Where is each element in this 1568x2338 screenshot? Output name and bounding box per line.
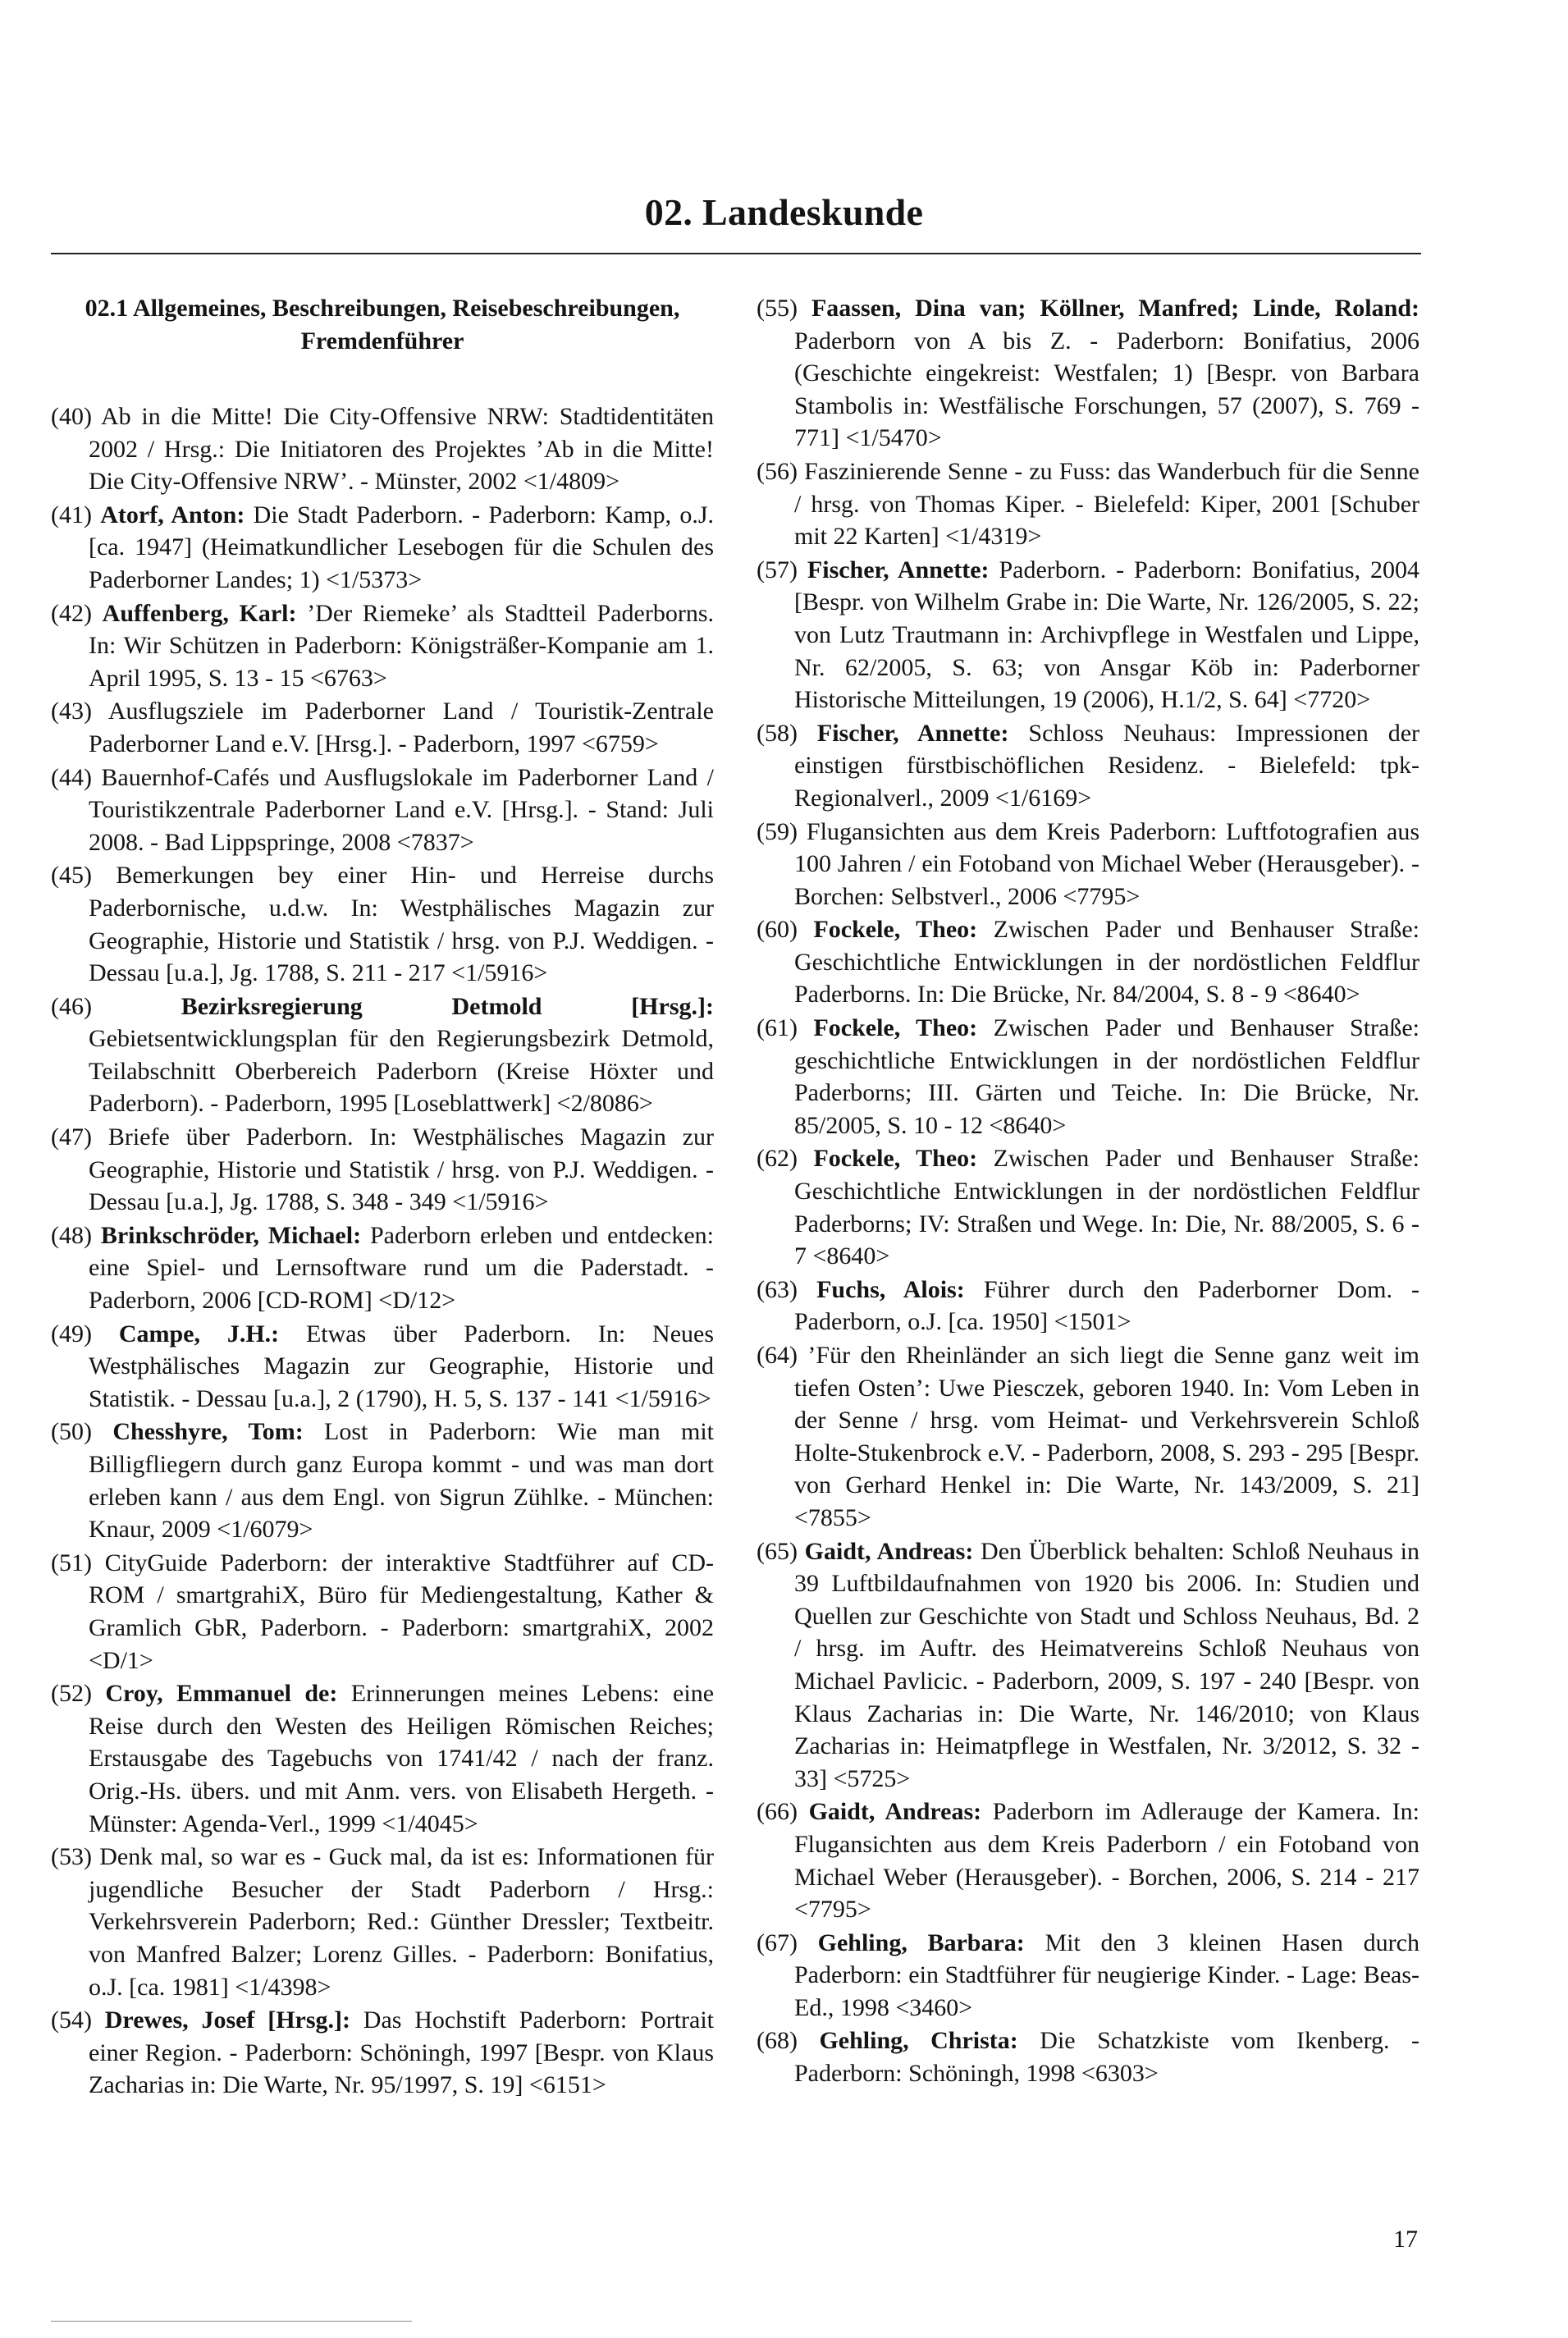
bibliography-entry [51, 1677, 714, 1840]
entry-text: Faszinierende Senne - zu Fuss: das Wanderbuch für die Senne / hrsg. von Thomas Kiper. - Bielefeld: Kiper, 2001 [Schuber mit 22 Karten] <1/4319> [794, 457, 1419, 551]
entry-text: Flugansichten aus dem Kreis Paderborn: Luftfotografien aus 100 Jahren / ein Fotoband von Michael Weber (Herausgeber). - Borchen: Selbstverl., 2006 <7795> [794, 817, 1419, 910]
title-rule [51, 253, 1421, 254]
bibliography-entry [51, 1547, 714, 1677]
entry-text: CityGuide Paderborn: der interaktive Stadtführer auf CD-ROM / smartgrahiX, Büro für Mediengestaltung, Kather & Gramlich GbR, Paderborn. - Paderborn: smartgrahiX, 2002 <D/1> [89, 1549, 715, 1674]
bibliography-entry [51, 1121, 714, 1219]
entry-author: Fischer, Annette: [816, 719, 1009, 747]
entry-text: Die Stadt Paderborn. - Paderborn: Kamp, o.J. [ca. 1947] (Heimatkundlicher Lesebogen für die Schulen des Paderborner Landes; 1) <1/5373> [89, 501, 715, 593]
entry-author: Croy, Emmanuel de: [105, 1680, 338, 1708]
entry-author: Campe, J.H.: [118, 1320, 280, 1347]
bibliography-entry [757, 816, 1419, 913]
entry-number: (51) [51, 1549, 92, 1576]
entry-text: Denk mal, so war es - Guck mal, da ist es: Informationen für jugendliche Besucher der Stadt Paderborn / Hrsg.: Verkehrsverein Paderborn; Red.: Günther Dressler; Textbeitr. von Manfred Balzer; Lorenz Gilles. - Paderborn: Bonifatius, o.J. [ca. 1981] <1/4398> [89, 1843, 715, 2001]
entry-text: Paderborn von A bis Z. - Paderborn: Bonifatius, 2006 (Geschichte eingekreist: Westfalen; 1) [Bespr. von Barbara Stambolis in: Westfälische Forschungen, 57 (2007), S. 769 - 771] <1/5470> [794, 327, 1419, 452]
bibliography-entry [757, 1274, 1419, 1338]
bibliography-entry [757, 455, 1419, 553]
section-heading [51, 292, 714, 358]
entry-author: Chesshyre, Tom: [112, 1418, 304, 1446]
entry-text: Lost in Paderborn: Wie man mit Billigfliegern durch ganz Europa kommt - und was man dort erleben kann / aus dem Engl. von Sigrun Zühlke. - München: Knaur, 2009 <1/6079> [89, 1418, 715, 1544]
entry-text: Zwischen Pader und Benhauser Straße: Geschichtliche Entwicklungen in der nordöstlichen Feldflur Paderborns; IV: Straßen und Wege. In: Die, Nr. 88/2005, S. 6 - 7 <8640> [794, 1145, 1420, 1270]
page-number: 17 [1393, 2226, 1418, 2253]
entry-number: (46) [51, 992, 92, 1020]
entry-number: (53) [51, 1843, 92, 1871]
entry-number: (49) [51, 1320, 92, 1347]
entry-number: (66) [757, 1798, 798, 1826]
entry-author: Drewes, Josef [Hrsg.]: [104, 2006, 350, 2034]
entry-number: (50) [51, 1418, 92, 1446]
entry-number: (55) [757, 295, 798, 322]
entry-author: Gehling, Christa: [819, 2027, 1018, 2055]
entry-text: Zwischen Pader und Benhauser Straße: Geschichtliche Entwicklungen in der nordöstlichen Feldflur Paderborns. In: Die Brücke, Nr. 84/2004, S. 8 - 9 <8640> [794, 916, 1420, 1009]
entry-text: Bemerkungen bey einer Hin- und Herreise durchs Paderbornische, u.d.w. In: Westphälisches Magazin zur Geographie, Historie und Statistik / hrsg. von P.J. Weddigen. - Dessau [u.a.], Jg. 1788, S. 211 - 217 <1/5916> [89, 862, 715, 987]
entry-text: Paderborn erleben und entdecken: eine Spiel- und Lernsoftware rund um die Paderstadt. - Paderborn, 2006 [CD-ROM] <D/12> [89, 1221, 715, 1315]
entry-number: (40) [51, 403, 92, 430]
bibliography-entry [757, 1012, 1419, 1142]
entry-author: Fockele, Theo: [813, 916, 978, 944]
bibliography-entry [757, 554, 1419, 716]
bibliography-entry [757, 1339, 1419, 1535]
entry-text: Führer durch den Paderborner Dom. - Paderborn, o.J. [ca. 1950] <1501> [794, 1275, 1420, 1336]
entry-number: (58) [757, 719, 798, 747]
entry-number: (60) [757, 916, 798, 944]
bibliography-entry [51, 400, 714, 498]
entry-text: Ab in die Mitte! Die City-Offensive NRW: Stadtidentitäten 2002 / Hrsg.: Die Initiatoren des Projektes ’Ab in die Mitte! Die City-Offensive NRW’. - Münster, 2002 <1/4809> [89, 403, 714, 496]
entry-number: (56) [757, 457, 798, 485]
entry-author: Fockele, Theo: [813, 1145, 978, 1173]
entry-number: (61) [757, 1014, 798, 1042]
entry-number: (68) [757, 2027, 798, 2055]
bibliography-entry [757, 1535, 1419, 1796]
bibliography-entry [51, 859, 714, 989]
entry-number: (41) [51, 501, 92, 528]
entry-text: ’Für den Rheinländer an sich liegt die Senne ganz weit im tiefen Osten’: Uwe Piesczek, geboren 1940. In: Vom Leben in der Senne / hrsg. vom Heimat- und Verkehrsverein Schloß Holte-Stukenbrock e.V. - Paderborn, 2008, S. 293 - 295 [Bespr. von Gerhard Henkel in: Die Warte, Nr. 143/2009, S. 21] <7855> [794, 1342, 1420, 1531]
entry-text: Den Überblick behalten: Schloß Neuhaus in 39 Luftbildaufnahmen von 1920 bis 2006. In: Studien und Quellen zur Geschichte von Stadt und Schloss Neuhaus, Bd. 2 / hrsg. im Auftr. des Heimatvereins Schloß Neuhaus von Michael Pavlicic. - Paderborn, 2009, S. 197 - 240 [Bespr. von Klaus Zacharias in: Die Warte, Nr. 146/2010; von Klaus Zacharias in: Heimatpflege in Westfalen, Nr. 3/2012, S. 32 - 33] <5725> [794, 1537, 1419, 1792]
entry-number: (63) [757, 1275, 798, 1303]
bibliography-entry [51, 2004, 714, 2102]
entry-author: Fischer, Annette: [807, 556, 990, 583]
entry-text: Gebietsentwicklungsplan für den Regierungsbezirk Detmold, Teilabschnitt Oberbereich Paderborn (Kreise Höxter und Paderborn). - Paderborn, 1995 [Loseblattwerk] <2/8086> [89, 1025, 714, 1118]
bibliography-entry [51, 1416, 714, 1545]
left-column [51, 292, 714, 2102]
entry-number: (62) [757, 1145, 798, 1173]
entry-number: (67) [757, 1929, 798, 1956]
entry-text: Ausflugsziele im Paderborner Land / Touristik-Zentrale Paderborner Land e.V. [Hrsg.]. - Paderborn, 1997 <6759> [89, 698, 714, 757]
bibliography-entry [757, 1142, 1419, 1272]
entry-number: (64) [757, 1342, 798, 1369]
entry-text: Mit den 3 kleinen Hasen durch Paderborn: ein Stadtführer für neugierige Kinder. - Lage: Beas-Ed., 1998 <3460> [794, 1929, 1419, 2021]
entry-number: (42) [51, 599, 92, 627]
bibliography-entry [51, 499, 714, 597]
bibliography-entry [757, 717, 1419, 815]
footer-rule [51, 2321, 412, 2322]
entry-text: Briefe über Paderborn. In: Westphälisches Magazin zur Geographie, Historie und Statistik / hrsg. von P.J. Weddigen. - Dessau [u.a.], Jg. 1788, S. 348 - 349 <1/5916> [89, 1123, 715, 1216]
section-heading-line1: 02.1 Allgemeines, Beschreibungen, Reisebeschreibungen, [85, 295, 680, 322]
bibliography-entry [51, 597, 714, 695]
entry-author: Gehling, Barbara: [817, 1929, 1025, 1956]
entry-text: Paderborn im Adlerauge der Kamera. In: Flugansichten aus dem Kreis Paderborn / ein Fotoband von Michael Weber (Herausgeber). - Borchen, 2006, S. 214 - 217 <7795> [794, 1798, 1420, 1924]
chapter-title: 02. Landeskunde [644, 191, 924, 233]
entry-number: (45) [51, 862, 92, 890]
left-entry-list [51, 400, 714, 2102]
bibliography-entry [51, 695, 714, 760]
entry-text: Paderborn. - Paderborn: Bonifatius, 2004 [Bespr. von Wilhelm Grabe in: Die Warte, Nr. 126/2005, S. 22; von Lutz Trautmann in: Archivpflege in Westfalen und Lippe, Nr. 62/2005, S. 63; von Ansgar Köb in: Paderborner Historische Mitteilungen, 19 (2006), H.1/2, S. 64] <7720> [794, 556, 1420, 714]
entry-text: Das Hochstift Paderborn: Portrait einer Region. - Paderborn: Schöningh, 1997 [Bespr. von Klaus Zacharias in: Die Warte, Nr. 95/1997, S. 19] <6151> [89, 2006, 715, 2099]
entry-text: Bauernhof-Cafés und Ausflugslokale im Paderborner Land / Touristikzentrale Paderborner Land e.V. [Hrsg.]. - Stand: Juli 2008. - Bad Lippspringe, 2008 <7837> [89, 763, 715, 856]
bibliography-entry [757, 2025, 1419, 2089]
bibliography-entry [51, 762, 714, 859]
entry-number: (52) [51, 1680, 92, 1708]
bibliography-entry [757, 913, 1419, 1011]
entry-text: Erinnerungen meines Lebens: eine Reise durch den Westen des Heiligen Römischen Reiches; Erstausgabe des Tagebuchs von 1741/42 / nach der franz. Orig.-Hs. übers. und mit Anm. vers. von Elisabeth Hergeth. - Münster: Agenda-Verl., 1999 <1/4045> [89, 1680, 715, 1837]
entry-author: Fuchs, Alois: [816, 1275, 965, 1303]
entry-author: Gaidt, Andreas: [808, 1798, 982, 1826]
bibliography-entry [757, 1796, 1419, 1925]
bibliography-entry [51, 991, 714, 1120]
right-column [757, 292, 1419, 2091]
entry-text: Schloss Neuhaus: Impressionen der einstigen fürstbischöflichen Residenz. - Bielefeld: tpk-Regionalverl., 2009 <1/6169> [794, 719, 1420, 812]
bibliography-entry [757, 1927, 1419, 2025]
entry-number: (44) [51, 763, 92, 791]
entry-number: (54) [51, 2006, 92, 2034]
entry-author: Atorf, Anton: [100, 501, 245, 528]
entry-author: Bezirksregierung Detmold [Hrsg.]: [181, 992, 714, 1020]
entry-author: Gaidt, Andreas: [804, 1537, 974, 1565]
section-heading-line2: Fremdenführer [300, 327, 464, 355]
bibliography-entry [51, 1219, 714, 1317]
entry-number: (43) [51, 698, 92, 725]
entry-text: Etwas über Paderborn. In: Neues Westphälisches Magazin zur Geographie, Historie und Statistik. - Dessau [u.a.], 2 (1790), H. 5, S. 137 - 141 <1/5916> [89, 1320, 715, 1412]
entry-number: (47) [51, 1123, 92, 1151]
entry-author: Auffenberg, Karl: [102, 599, 297, 627]
bibliography-entry [757, 292, 1419, 455]
entry-author: Brinkschröder, Michael: [100, 1221, 362, 1249]
entry-author: Faassen, Dina van; Köllner, Manfred; Linde, Roland: [811, 295, 1419, 322]
entry-number: (48) [51, 1221, 92, 1249]
entry-number: (59) [757, 817, 798, 845]
entry-text: ’Der Riemeke’ als Stadtteil Paderborns. In: Wir Schützen in Paderborn: Königsträßer-Kompanie am 1. April 1995, S. 13 - 15 <6763> [89, 599, 715, 692]
entry-text: Zwischen Pader und Benhauser Straße: geschichtliche Entwicklungen in der nordöstlichen Feldflur Paderborns; III. Gärten und Teiche. In: Die Brücke, Nr. 85/2005, S. 10 - 12 <8640> [794, 1014, 1420, 1139]
entry-number: (65) [757, 1537, 798, 1565]
bibliography-entry [51, 1318, 714, 1416]
bibliography-entry [51, 1841, 714, 2003]
entry-text: Die Schatzkiste vom Ikenberg. - Paderborn: Schöningh, 1998 <6303> [794, 2027, 1420, 2088]
entry-author: Fockele, Theo: [813, 1014, 978, 1042]
entry-number: (57) [757, 556, 798, 583]
